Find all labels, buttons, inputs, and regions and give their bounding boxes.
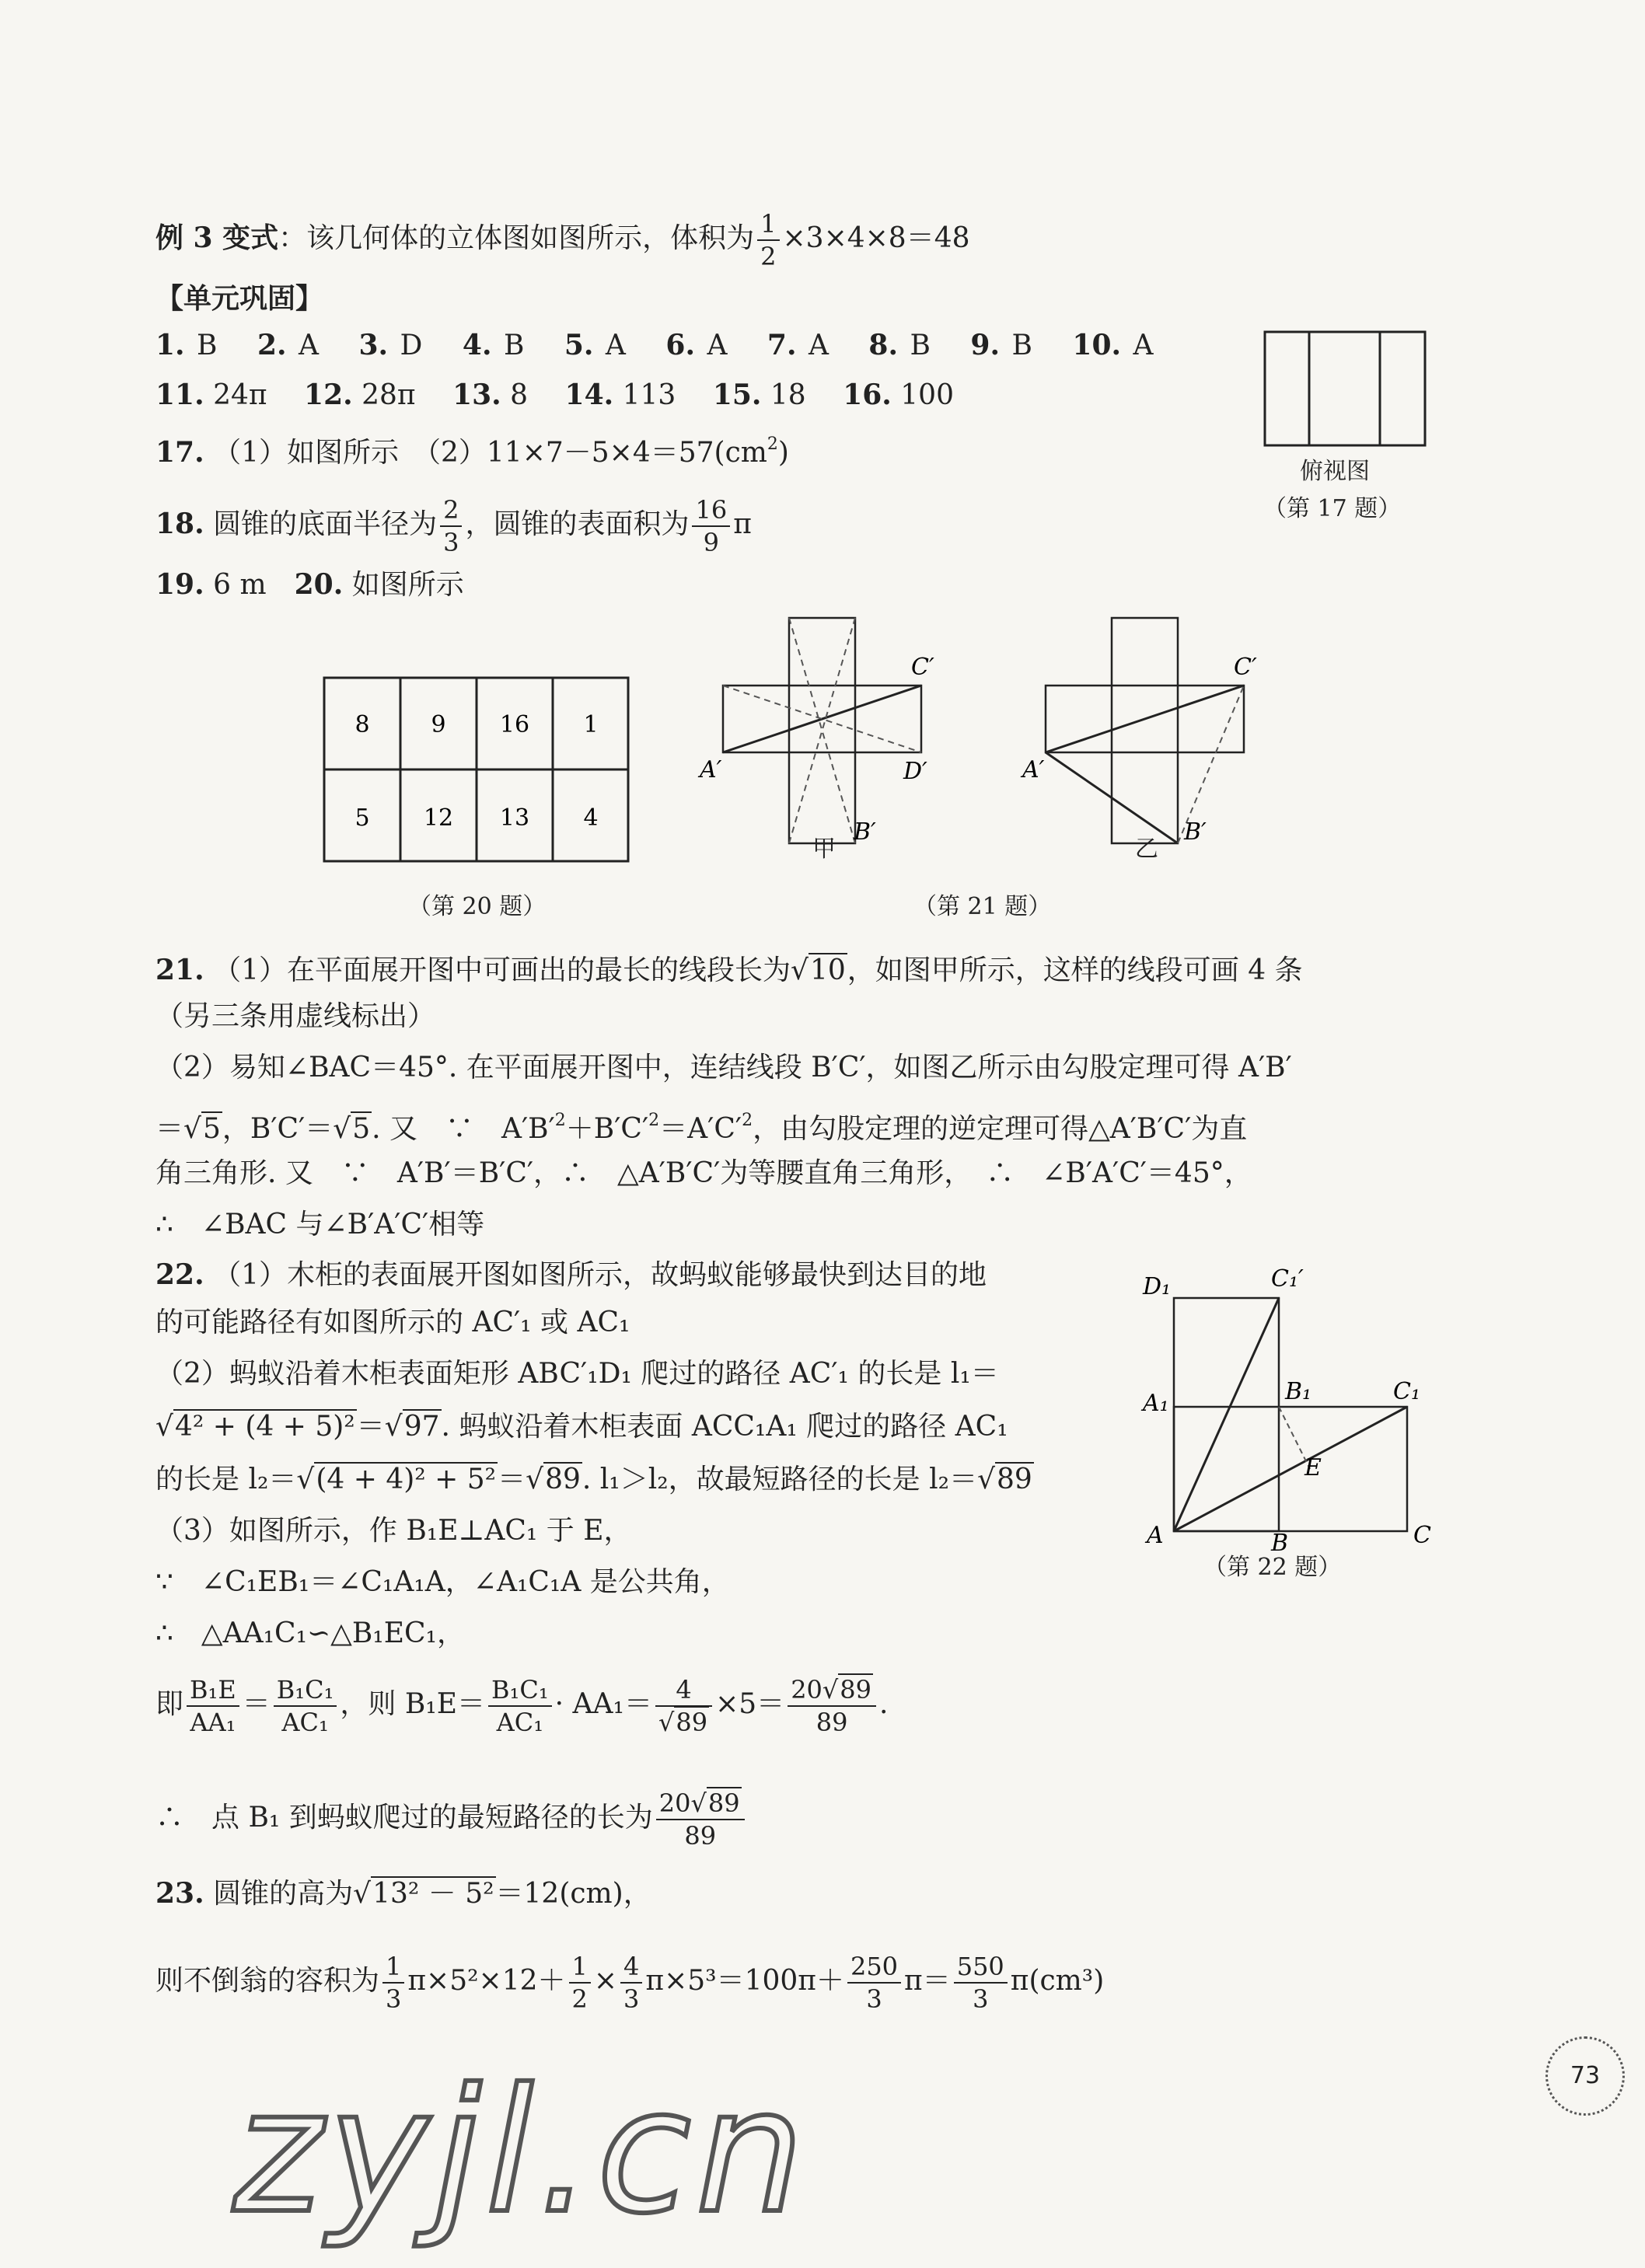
fig22-caption: （第 22 题）: [1203, 1554, 1342, 1581]
grid-cell: 13: [499, 804, 530, 832]
q21-line2: （另三条用虚线标出）: [155, 1000, 436, 1032]
point-C: C: [1413, 1522, 1431, 1549]
grid-cell: 4: [583, 804, 599, 832]
point-D: D′: [903, 758, 927, 785]
mc-item: 7. A: [767, 329, 829, 361]
point-B1: B₁: [1285, 1378, 1312, 1405]
mc-item: 4. B: [462, 329, 525, 361]
q22-line5: 的长是 l₂＝√(4 + 4)² + 5²＝√89. l₁＞l₂，故最短路径的长是 l₂＝√89: [155, 1464, 1032, 1495]
q21-line5: 角三角形. 又 ∵ A′B′＝B′C′，∴ △A′B′C′为等腰直角三角形， ∴ ∠B′A′C′＝45°，: [155, 1157, 1252, 1189]
grid-cell: 16: [499, 711, 530, 738]
page-number: 73: [1545, 2036, 1625, 2116]
fig17-title: 俯视图: [1300, 458, 1370, 485]
unit-title: 【单元巩固】: [155, 282, 324, 315]
fill-answers-row: [155, 376, 954, 414]
q17-line: 17. （1）如图所示 $(2)11\times 7-5\times 4=57(cm^2)$: [155, 434, 789, 469]
q22-line9: 即 $\frac{\text{B₁E}}{\text{AA₁}}$ ＝ $\frac{\text{B₁C₁}}{\text{AC₁}}$ ，则 B₁E＝ $\frac{\text{B₁C₁}}{\text{AC₁}}$ · AA₁＝ $\frac{4}{√89}$ ×5＝ $\frac{20√89}{89}$ .: [155, 1675, 889, 1737]
fill-item: 15. 18: [712, 379, 806, 411]
q18-line: 18. 圆锥的底面半径为 $\frac{2}{3}$ ，圆锥的表面积为 $\frac{16}{9}$ π: [155, 495, 752, 557]
fill-item: 14. 113: [564, 379, 676, 411]
q22-line4: √4² + (4 + 5)²＝√97. 蚂蚁沿着木柜表面 ACC₁A₁ 爬过的路径 AC₁: [155, 1411, 1008, 1443]
ex3-line: [155, 208, 970, 272]
ex3-label: 例 3 变式: [155, 222, 279, 254]
point-C: C′: [911, 654, 934, 681]
point-A: A′: [1022, 756, 1045, 783]
point-E: E: [1304, 1454, 1322, 1481]
q22-line2: 的可能路径有如图所示的 AC′₁ 或 AC₁: [155, 1307, 630, 1338]
watermark-logo: zyjl.cn: [233, 2052, 809, 2251]
q22-line10: ∴ 点 B₁ 到蚂蚁爬过的最短路径的长为 $\frac{20√89}{89}$: [155, 1788, 748, 1851]
grid-cell: 12: [423, 804, 454, 832]
mc-item: 6. A: [665, 329, 728, 361]
fig20-caption: （第 20 题）: [408, 893, 547, 920]
ex3-text1: ：该几何体的立体图如图所示，体积为: [278, 222, 755, 254]
fill-item: 16. 100: [843, 379, 954, 411]
q22-line8: ∴ △AA₁C₁∽△B₁EC₁，: [155, 1617, 465, 1649]
q22-line3: （2）蚂蚁沿着木柜表面矩形 ABC′₁D₁ 爬过的路径 AC′₁ 的长是 l₁＝: [155, 1358, 999, 1390]
point-B: B′: [854, 818, 876, 846]
point-D1: D₁: [1143, 1273, 1172, 1300]
fig20-grid: [323, 676, 630, 863]
mc-item: 8. B: [868, 329, 931, 361]
q22-line6: （3）如图所示，作 B₁E⊥AC₁ 于 E，: [155, 1515, 632, 1547]
fig22-unfolding: [1143, 1251, 1438, 1557]
ex3-text2: ×3×4×8＝48: [782, 222, 970, 254]
q21-line6: ∴ ∠BAC 与∠B′A′C′相等: [155, 1209, 485, 1240]
fig21-label-jia: 甲: [812, 836, 836, 863]
fill-item: 11. 24π: [155, 379, 267, 411]
mc-item: 5. A: [564, 329, 626, 361]
fig21-yi: [1022, 614, 1271, 847]
mc-item: 2. A: [257, 329, 320, 361]
point-B: B′: [1184, 818, 1207, 846]
q21-line4: ＝√5，B′C′＝√5. 又 ∵ $A'B'^2+B'C'^2=A'C'^2$，由勾股定理的逆定理可得△A′B′C′为直: [155, 1111, 1248, 1145]
mc-item: 10. A: [1072, 329, 1154, 361]
ex3-fraction: $\frac{1}{2}$: [757, 208, 779, 272]
q21-line1: 21. （1）在平面展开图中可画出的最长的线段长为√10，如图甲所示，这样的线段可画 4 条: [155, 954, 1303, 986]
fig21-caption: （第 21 题）: [913, 893, 1052, 920]
fig21-jia: [700, 614, 948, 847]
point-C1: C₁: [1393, 1378, 1420, 1405]
grid-cell: 1: [583, 711, 599, 738]
point-C: C′: [1234, 654, 1257, 681]
point-A: A: [1147, 1522, 1164, 1549]
q22-line1: 22. （1）木柜的表面展开图如图所示，故蚂蚁能够最快到达目的地: [155, 1258, 987, 1291]
mc-item: 9. B: [970, 329, 1032, 361]
fig17-caption: （第 17 题）: [1263, 495, 1402, 522]
q23-line2: 则不倒翁的容积为 $\frac{1}{3}$ π×5²×12＋ $\frac{1}{2}$ × $\frac{4}{3}$ π×5³＝100π＋ $\frac{250}{3}$ π＝ $\frac{550}{3}$ π(cm³): [155, 1952, 1105, 2014]
mc-item: 3. D: [358, 329, 423, 361]
q23-line1: 23. 圆锥的高为√13² － 5²＝12(cm)，: [155, 1877, 651, 1910]
fig21-label-yi: 乙: [1135, 836, 1158, 863]
point-C1p: C₁′: [1271, 1265, 1304, 1293]
fig17-top-view: [1263, 330, 1427, 447]
q21-line3: （2）易知∠BAC＝45°. 在平面展开图中，连结线段 B′C′，如图乙所示由勾股定理可得 A′B′: [155, 1052, 1292, 1083]
point-A1: A₁: [1143, 1390, 1169, 1417]
fill-item: 13. 8: [452, 379, 529, 411]
q19-q20-line: 19. 6 m 20. 如图所示: [155, 568, 464, 601]
fill-item: 12. 28π: [304, 379, 416, 411]
mc-item: 1. B: [155, 329, 218, 361]
grid-cell: 8: [354, 711, 370, 738]
point-B: B: [1271, 1530, 1289, 1557]
mc-answers-row: [155, 326, 1153, 365]
q22-line7: ∵ ∠C₁EB₁＝∠C₁A₁A，∠A₁C₁A 是公共角，: [155, 1566, 730, 1598]
grid-cell: 5: [354, 804, 370, 832]
grid-cell: 9: [431, 711, 446, 738]
point-A: A′: [700, 756, 722, 783]
